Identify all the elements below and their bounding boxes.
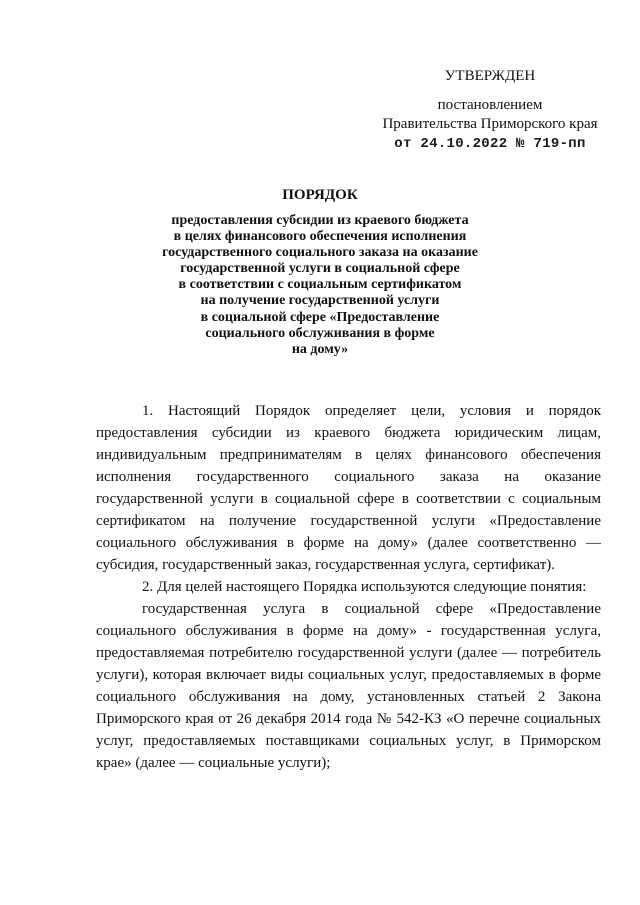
subtitle-line: в соответствии с социальным сертификатом xyxy=(178,277,462,293)
approval-stamp: УТВЕРЖДЕН xyxy=(444,68,536,84)
document-subtitle xyxy=(130,213,510,358)
subtitle-line: социального обслуживания в форме xyxy=(205,325,435,341)
document-title: ПОРЯДОК xyxy=(282,187,358,203)
paragraph-1: 1. Настоящий Порядок определяет цели, условия и порядок предоставления субсидии из краевого бюджета юридическим лицам, индивидуальным предпринимателям в целях финансового обеспечения исполнения государственного социального заказа на оказание государственной услуги в социальной сфере в соответствии с социальным сертификатом на получение государственной услуги «Предоставление социального обслуживания в форме на дому» (далее соответственно — субсидия, государственный заказ, государственная услуга, сертификат). xyxy=(96,403,601,573)
approval-block xyxy=(360,66,620,154)
paragraph-definition: государственная услуга в социальной сфере «Предоставление социального обслуживания в форме на дому» - государственная услуга, предоставляемая потребителю государственной услуги (далее — потребитель услуги), которая включает виды социальных услуг, предоставляемых в форме социального обслуживания на дому, установленных статьей 2 Закона Приморского края от 26 декабря 2014 года № 542-КЗ «О перечне социальных услуг, предоставляемых поставщиками социальных услуг, в Приморском крае» (далее — социальные услуги); xyxy=(96,601,601,771)
subtitle-line: государственной услуги в социальной сфере xyxy=(180,261,460,277)
subtitle-line: предоставления субсидии из краевого бюджета xyxy=(171,213,469,228)
subtitle-line: в целях финансового обеспечения исполнения xyxy=(173,229,467,245)
subtitle-line: в социальной сфере «Предоставление xyxy=(200,309,440,325)
subtitle-line: государственного социального заказа на оказание xyxy=(162,245,478,261)
subtitle-line: на получение государственной услуги xyxy=(200,293,440,309)
approval-resolution-label: постановлением xyxy=(437,97,543,113)
approval-authority: Правительства Приморского края xyxy=(382,116,598,132)
paragraph-2: 2. Для целей настоящего Порядка используются следующие понятия: xyxy=(142,579,587,595)
approval-date-number: от 24.10.2022 № 719-пп xyxy=(394,136,586,152)
subtitle-line: на дому» xyxy=(291,341,349,357)
document-body xyxy=(96,400,601,774)
